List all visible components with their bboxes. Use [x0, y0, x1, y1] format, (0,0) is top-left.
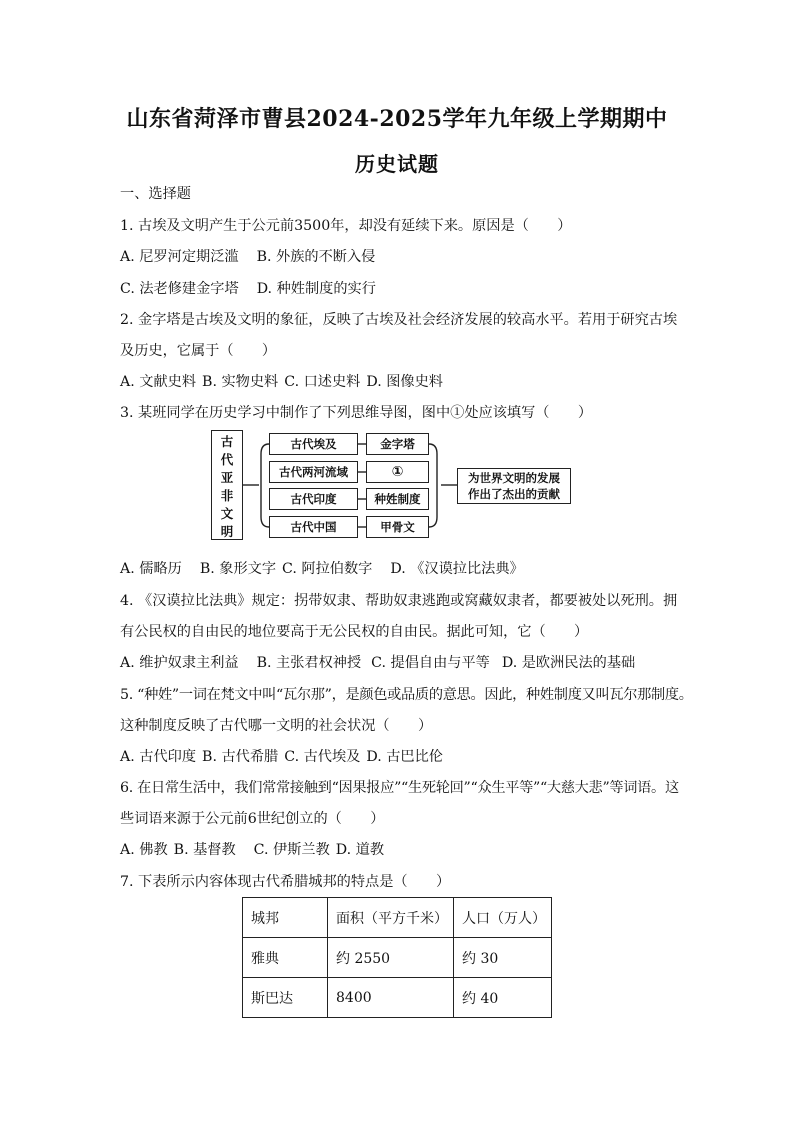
question-2-stem-line2: 及历史，它属于（ ）	[120, 343, 277, 359]
city-state-table	[242, 897, 552, 1018]
option-b: B. 象形文字	[199, 561, 277, 577]
root-char: 文	[220, 506, 234, 521]
document-title: 山东省菏泽市曹县2024-2025学年九年级上学期期中	[126, 106, 668, 132]
option-a: A. 尼罗河定期泛滥	[120, 249, 239, 265]
table-cell: 斯巴达	[243, 978, 328, 1018]
root-char: 亚	[220, 470, 234, 485]
conclusion-line1: 为世界文明的发展	[468, 471, 560, 485]
achievement-oracle-bone-box: 甲骨文	[366, 516, 429, 538]
option-b: B. 外族的不断入侵	[256, 249, 376, 265]
root-char: 非	[220, 488, 234, 503]
option-c: C. 法老修建金字塔	[120, 281, 239, 297]
option-d: D. 古巴比伦	[366, 749, 443, 765]
option-c: C. 伊斯兰教	[253, 842, 330, 858]
question-2-options	[120, 372, 443, 392]
root-char: 古	[220, 434, 234, 449]
document-subtitle: 历史试题	[355, 152, 439, 176]
mind-map-diagram	[211, 430, 591, 542]
root-char: 明	[220, 524, 234, 539]
option-d: D. 道教	[335, 842, 385, 858]
civ-india-box: 古代印度	[269, 488, 358, 510]
mind-map-root	[211, 430, 243, 540]
question-5-stem-line2: 这种制度反映了古代哪一文明的社会状况（ ）	[120, 718, 433, 734]
option-d: D. 种姓制度的实行	[256, 281, 376, 297]
option-c: C. 提倡自由与平等	[371, 655, 490, 671]
civ-china-box: 古代中国	[269, 516, 358, 538]
question-1-options-row2	[120, 279, 376, 299]
option-a: A. 古代印度	[120, 749, 197, 765]
option-a: A. 文献史料	[120, 374, 197, 390]
question-6-stem-line1: 6. 在日常生活中，我们常常接触到“因果报应”“生死轮回”“众生平等”“大慈大悲”等词语。这	[120, 780, 679, 796]
question-3-stem: 3. 某班同学在历史学习中制作了下列思维导图，图中①处应该填写（ ）	[120, 405, 593, 421]
question-6-options	[120, 840, 384, 860]
section-heading: 一、选择题	[120, 186, 191, 202]
option-c: C. 口述史料	[284, 374, 361, 390]
question-2-stem-line1: 2. 金字塔是古埃及文明的象征，反映了古埃及社会经济发展的较高水平。若用于研究古埃	[120, 312, 678, 328]
civ-egypt-box: 古代埃及	[269, 433, 358, 455]
option-b: B. 基督教	[173, 842, 236, 858]
option-c: C. 古代埃及	[284, 749, 361, 765]
table-header-cell: 人口（万人）	[454, 898, 552, 938]
table-row	[243, 978, 552, 1018]
option-b: B. 古代希腊	[202, 749, 279, 765]
root-char: 代	[220, 452, 234, 467]
table-header-row	[243, 898, 552, 938]
question-1-options-row1	[120, 247, 375, 267]
achievement-caste-box: 种姓制度	[366, 488, 429, 510]
option-b: B. 实物史料	[202, 374, 279, 390]
option-c: C. 阿拉伯数字	[282, 561, 373, 577]
table-header-cell: 面积（平方千米）	[328, 898, 454, 938]
conclusion-box	[457, 468, 571, 504]
question-4-stem-line1: 4. 《汉谟拉比法典》规定：拐带奴隶、帮助奴隶逃跑或窝藏奴隶者，都要被处以死刑。拥	[120, 593, 678, 609]
option-d: D. 《汉谟拉比法典》	[390, 561, 524, 577]
question-5-stem-line1: 5. “种姓”一词在梵文中叫“瓦尔那”，是颜色或品质的意思。因此，种姓制度又叫瓦尔那制度。	[120, 687, 693, 703]
question-6-stem-line2: 些词语来源于公元前6世纪创立的（ ）	[120, 811, 385, 827]
achievement-pyramid-box: 金字塔	[366, 433, 429, 455]
option-d: D. 图像史料	[366, 374, 443, 390]
table-cell: 约 30	[454, 938, 552, 978]
option-b: B. 主张君权神授	[256, 655, 362, 671]
table-cell: 约 40	[454, 978, 552, 1018]
option-d: D. 是欧洲民法的基础	[501, 655, 636, 671]
table-cell: 约 2550	[328, 938, 454, 978]
question-1-stem: 1. 古埃及文明产生于公元前3500年，却没有延续下来。原因是（ ）	[120, 218, 572, 234]
table-row	[243, 938, 552, 978]
table-header-cell: 城邦	[243, 898, 328, 938]
option-a: A. 佛教	[120, 842, 168, 858]
question-5-options	[120, 747, 443, 767]
achievement-blank-box: ①	[366, 461, 429, 483]
conclusion-line2: 作出了杰出的贡献	[468, 487, 560, 501]
option-a: A. 儒略历	[120, 561, 182, 577]
question-4-options	[120, 653, 635, 673]
option-a: A. 维护奴隶主利益	[120, 655, 239, 671]
question-4-stem-line2: 有公民权的自由民的地位要高于无公民权的自由民。据此可知，它（ ）	[120, 624, 589, 640]
civ-mesopotamia-box: 古代两河流域	[269, 461, 358, 483]
table-cell: 雅典	[243, 938, 328, 978]
question-3-options	[120, 559, 524, 579]
table-cell: 8400	[328, 978, 454, 1018]
question-7-stem: 7. 下表所示内容体现古代希腊城邦的特点是（ ）	[120, 874, 451, 890]
